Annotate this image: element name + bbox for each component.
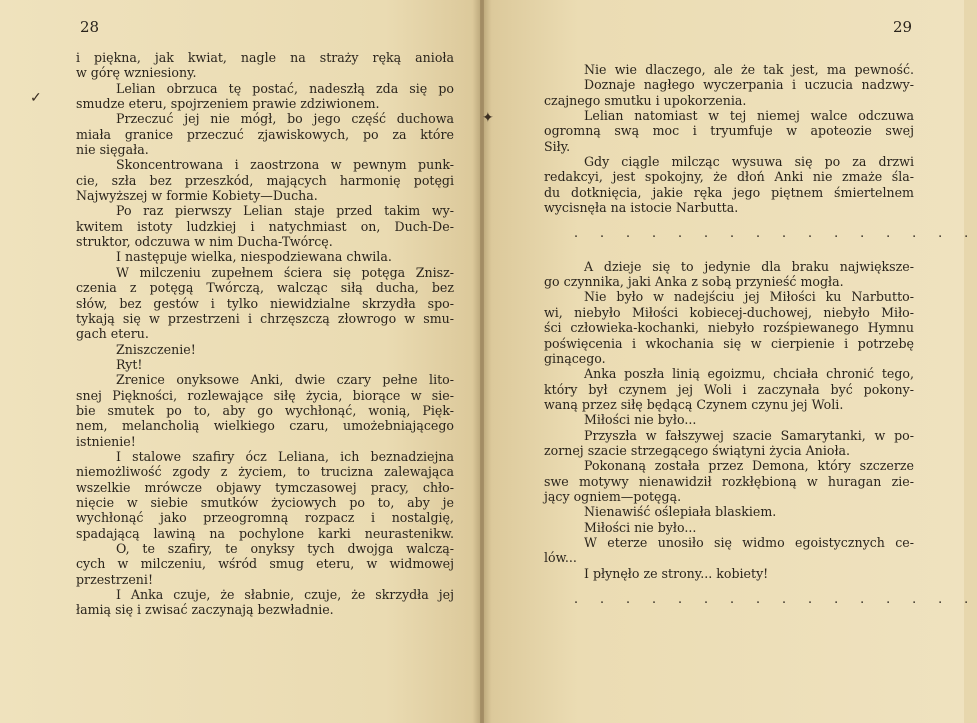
text-line: Nie było w nadejściu jej Miłości ku Narbutto- — [584, 289, 914, 305]
text-line: nem, melancholią wielkiego czaru, umożebniającego — [76, 418, 454, 434]
text-line: Ryt! — [116, 356, 143, 372]
text-line: Doznaje nagłego wyczerpania i uczucia nadzwy- — [584, 77, 914, 93]
text-line: cych w milczeniu, wśród smug eteru, w widmowej — [76, 556, 454, 572]
text-line: nie sięgała. — [76, 142, 149, 158]
text-line: nięcie w siebie smutków życiowych po to, aby je — [76, 494, 454, 510]
page-number-right: 29 — [893, 18, 913, 36]
text-line: Lelian obrzuca tę postać, nadeszłą zda się po — [116, 80, 454, 96]
text-line: go czynnika, jaki Anka z sobą przynieść mogła. — [544, 274, 844, 290]
text-line: ści człowieka-kochanki, niebyło rozśpiewanego Hymnu — [544, 320, 914, 336]
text-line: wszelkie mrówcze objawy tymczasowej pracy, chło- — [76, 479, 454, 495]
text-line: czenia z potęgą Twórczą, walcząc siłą ducha, bez — [76, 280, 454, 296]
text-line: Miłości nie było... — [584, 412, 697, 428]
text-line: ginącego. — [544, 350, 606, 366]
section-separator: . . . . . . . . . . . . . . . . — [574, 225, 977, 241]
right-page-text — [544, 62, 977, 614]
text-line: du dotknięcia, jakie ręka jego piętnem śmiertelnem — [544, 184, 914, 200]
text-line: Anka poszła linią egoizmu, chciała chronić tego, — [584, 366, 914, 382]
text-line: miała granice przeczuć zjawiskowych, po za które — [76, 126, 454, 142]
text-line: I następuje wielka, niespodziewana chwila. — [116, 249, 392, 265]
text-line: swe motywy nienawidził rozkłębioną w huragan zie- — [544, 473, 914, 489]
text-line: I stalowe szafiry ócz Leliana, ich beznadziejna — [116, 448, 454, 464]
text-line: struktor, odczuwa w nim Ducha-Twórcę. — [76, 234, 333, 250]
text-line: Miłości nie było... — [584, 519, 697, 535]
text-line: W eterze unosiło się widmo egoistycznych ce- — [584, 534, 914, 550]
text-line: Pokonaną została przez Demona, który szczerze — [584, 458, 914, 474]
left-page — [0, 0, 482, 723]
text-line: i piękna, jak kwiat, nagle na straży ręką anioła — [76, 50, 454, 65]
text-line: waną przez siłę będącą Czynem czynu jej Woli. — [544, 396, 844, 412]
text-line: Siły. — [544, 138, 571, 154]
text-line: który był czynem jej Woli i zaczynała być pokony- — [544, 381, 914, 397]
text-line: Gdy ciągle milcząc wysuwa się po za drzwi — [584, 154, 914, 170]
text-line: ogromną swą moc i tryumfuje w apoteozie swej — [544, 123, 914, 139]
text-line: wycisnęła na istocie Narbutta. — [544, 200, 739, 216]
text-line: Przyszła w fałszywej szacie Samarytanki, w po- — [584, 427, 914, 443]
text-line: W milczeniu zupełnem ściera się potęga Znisz- — [116, 264, 454, 280]
text-line: przestrzeni! — [76, 571, 154, 587]
text-line: A dzieje się to jedynie dla braku największe- — [584, 258, 914, 274]
text-line: niemożliwość zgody z życiem, to trucizna zalewająca — [76, 464, 454, 480]
text-line: gach eteru. — [76, 326, 149, 342]
text-line: jący ogniem—potęgą. — [544, 488, 682, 504]
text-line: Nie wie dlaczego, ale że tak jest, ma pewność. — [584, 62, 914, 77]
text-line: Zniszczenie! — [116, 341, 196, 357]
text-line: czajnego smutku i upokorzenia. — [544, 92, 747, 108]
text-line: smudze eteru, spojrzeniem prawie zdziwionem. — [76, 96, 380, 112]
left-page-text — [76, 50, 454, 618]
text-line: bie smutek po to, aby go wychłonąć, wonią, Pięk- — [76, 402, 454, 418]
margin-mark: ✓ — [30, 90, 42, 106]
margin-mark: ✦ — [482, 110, 494, 126]
text-line: Lelian natomiast w tej niemej walce odczuwa — [584, 108, 914, 124]
text-line: w górę wzniesiony. — [76, 65, 197, 81]
text-line: Najwyższej w formie Kobiety—Ducha. — [76, 188, 318, 204]
text-line: Po raz pierwszy Lelian staje przed takim wy- — [116, 203, 454, 219]
text-line: redakcyi, jest spokojny, że dłoń Anki nie zmaże śla- — [544, 169, 914, 185]
text-line: Przeczuć jej nie mógł, bo jego część duchowa — [116, 111, 454, 127]
text-line: Skoncentrowana i zaostrzona w pewnym punk- — [116, 157, 454, 173]
text-line: zornej szacie strzegącego świątyni życia Anioła. — [544, 442, 851, 458]
text-line: łamią się i zwisać zaczynają bezwładnie. — [76, 602, 334, 618]
text-line: wychłonąć jako przeogromną rozpacz i nostalgię, — [76, 510, 454, 526]
text-line: lów... — [544, 550, 577, 566]
text-line: cie, szła bez przeszkód, mających harmonię potęgi — [76, 172, 454, 188]
text-line: istnienie! — [76, 433, 136, 449]
right-page — [482, 0, 977, 723]
text-line: snej Piękności, rozlewające siłę życia, biorące w sie- — [76, 387, 454, 403]
section-separator: . . . . . . . . . . . . . . . . — [574, 591, 977, 606]
text-line: I płynęło ze strony... kobiety! — [584, 565, 769, 581]
text-line: Zrenice onyksowe Anki, dwie czary pełne lito- — [116, 372, 454, 388]
section-gap — [544, 249, 914, 259]
text-line: słów, bez gestów i tylko niewidzialne skrzydła spo- — [76, 295, 454, 311]
text-line: spadającą lawiną na pochylone karki neurastenikw. — [76, 525, 454, 541]
text-line: kwitem istoty ludzkiej i natychmiast on, Duch-De- — [76, 218, 454, 234]
text-line: tykają się w przestrzeni i chrzęszczą złowrogo w smu- — [76, 310, 454, 326]
text-line: O, te szafiry, te onyksy tych dwojga walczą- — [116, 541, 454, 556]
text-line: poświęcenia i wkochania się w cierpienie i potrzebę — [544, 335, 914, 351]
page-number-left: 28 — [80, 18, 100, 36]
text-line: I Anka czuje, że słabnie, czuje, że skrzydła jej — [116, 587, 454, 603]
text-line: wi, niebyło Miłości kobiecej-duchowej, niebyło Miło- — [544, 304, 914, 320]
text-line: Nienawiść oślepiała blaskiem. — [584, 504, 777, 520]
